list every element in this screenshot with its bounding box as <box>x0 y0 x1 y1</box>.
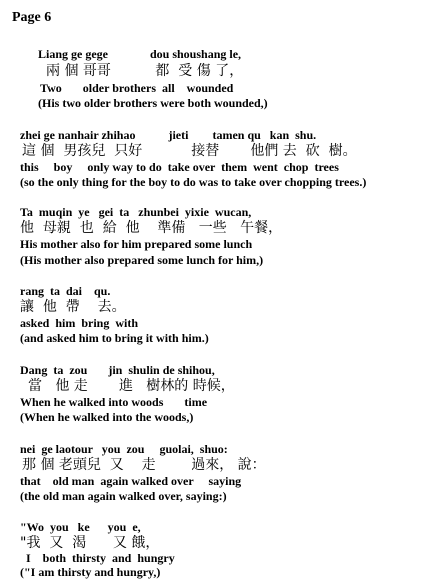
pinyin-line: nei ge laotour you zou guolai, shuo: <box>20 442 228 456</box>
gloss-line: His mother also for him prepared some lunch <box>20 237 253 251</box>
pinyin-line: Liang ge gege dou shoushang le, <box>38 47 242 61</box>
gloss-line: Two older brothers all wounded <box>40 81 234 95</box>
translation-line: (the old man again walked over, saying:) <box>20 489 227 503</box>
gloss-line: that old man again walked over saying <box>20 474 242 488</box>
pinyin-line: Dang ta zou jin shulin de shihou, <box>20 363 215 377</box>
chinese-line: 兩 個 哥哥 都 受 傷 了， <box>46 63 244 79</box>
translation-line: (When he walked into the woods,) <box>20 410 194 424</box>
chinese-line: 他 母親 也 給 他 準備 一些 午餐， <box>20 220 283 236</box>
page-label: Page 6 <box>12 10 52 25</box>
gloss-line: this boy only way to do take over them went chop trees <box>20 160 339 174</box>
pinyin-line: "Wo you ke you e, <box>20 520 141 534</box>
chinese-line: 讓 他 帶 去。 <box>20 299 126 315</box>
chinese-line: 當 他 走 進 樹林的 時候， <box>28 378 235 394</box>
gloss-line: I both thirsty and hungry <box>20 551 175 565</box>
translation-line: ("I am thirsty and hungry,) <box>20 565 161 579</box>
translation-line: (so the only thing for the boy to do was to take over chopping trees.) <box>20 175 367 189</box>
pinyin-line: Ta muqin ye gei ta zhunbei yixie wucan, <box>20 205 252 219</box>
chinese-line: "我 又 渴 又 餓， <box>20 535 160 551</box>
pinyin-line: rang ta dai qu. <box>20 284 111 298</box>
translation-line: (His two older brothers were both wounded,) <box>38 96 268 110</box>
pinyin-line: zhei ge nanhair zhihao jieti tamen qu kan shu. <box>20 128 317 142</box>
translation-line: (His mother also prepared some lunch for him,) <box>20 253 264 267</box>
chinese-line: 這 個 男孩兒 只好 接替 他們 去 砍 樹。 <box>22 143 357 159</box>
translation-line: (and asked him to bring it with him.) <box>20 331 209 345</box>
gloss-line: When he walked into woods time <box>20 395 208 409</box>
gloss-line: asked him bring with <box>20 316 139 330</box>
chinese-line: 那 個 老頭兒 又 走 過來， 說： <box>22 457 266 473</box>
